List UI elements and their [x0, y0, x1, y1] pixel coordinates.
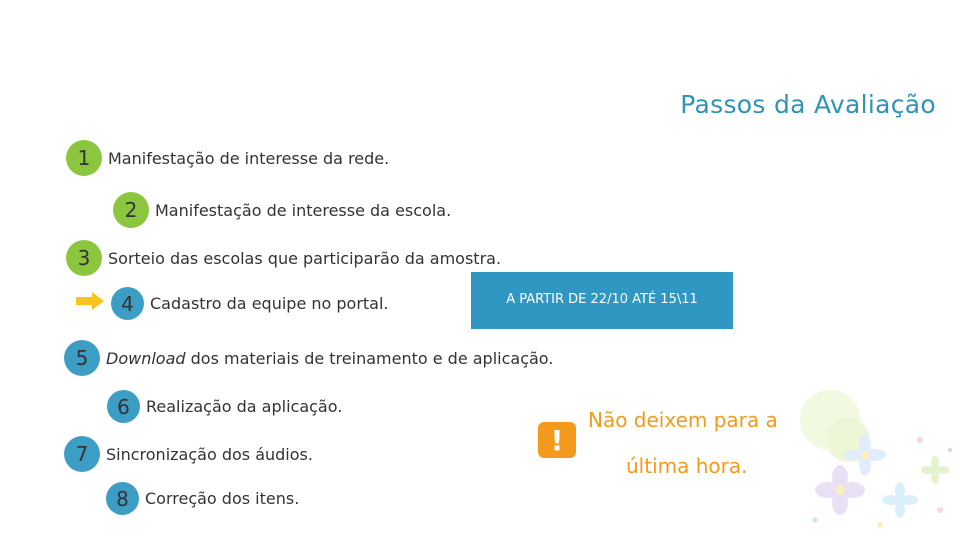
step-7 [64, 436, 313, 472]
step-label: Correção dos itens. [145, 489, 300, 508]
step-number-badge: 4 [111, 287, 144, 320]
step-number-badge: 7 [64, 436, 100, 472]
step-label: Realização da aplicação. [146, 397, 343, 416]
step-number-badge: 3 [66, 240, 102, 276]
warning-line-2: última hora. [626, 454, 748, 478]
step-label-rest: dos materiais de treinamento e de aplicação. [185, 348, 554, 368]
step-4 [111, 287, 389, 320]
step-number-badge: 5 [64, 340, 100, 376]
step-label: Manifestação de interesse da escola. [155, 200, 452, 220]
page-title: Passos da Avaliação [680, 90, 936, 119]
step-label: Sorteio das escolas que participarão da amostra. [108, 248, 502, 268]
step-label: Sincronização dos áudios. [106, 444, 313, 464]
step-number-badge: 1 [66, 140, 102, 176]
step-1 [66, 140, 389, 176]
flowers-decoration [790, 380, 960, 540]
step-3 [66, 240, 501, 276]
step-8 [106, 482, 299, 515]
step-number-badge: 8 [106, 482, 139, 515]
step-5 [64, 340, 553, 376]
exclamation-icon: ! [538, 422, 576, 458]
step-label-italic: Download [106, 348, 186, 368]
step-2 [113, 192, 451, 228]
step-6 [107, 390, 342, 423]
arrow-right-icon [76, 292, 104, 310]
warning-line-1: Não deixem para a [588, 408, 778, 432]
step-number-badge: 2 [113, 192, 149, 228]
step-label [106, 349, 553, 368]
step-number-badge: 6 [107, 390, 140, 423]
step-label: Cadastro da equipe no portal. [150, 294, 389, 313]
date-banner: A PARTIR DE 22/10 ATÉ 15\11 [471, 272, 733, 329]
step-label: Manifestação de interesse da rede. [108, 148, 390, 168]
